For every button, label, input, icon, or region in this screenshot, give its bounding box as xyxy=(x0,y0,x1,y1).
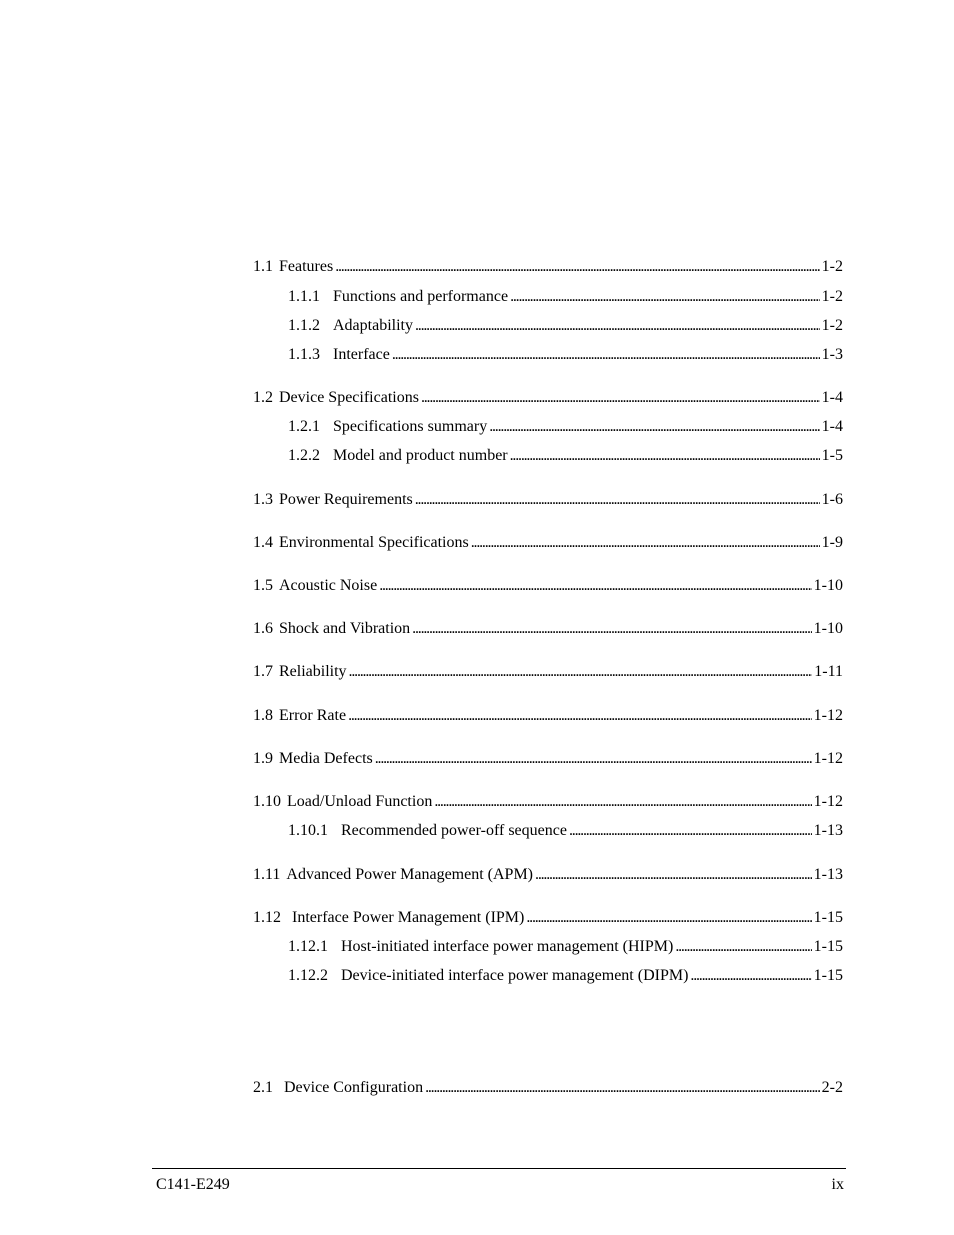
toc-entry[interactable] xyxy=(253,619,843,639)
footer-doc-code: C141-E249 xyxy=(156,1176,230,1193)
toc-entry-page: 1-4 xyxy=(821,418,843,435)
toc-entry[interactable] xyxy=(253,490,843,510)
toc-entry-page: 1-13 xyxy=(813,822,843,839)
toc-entry[interactable] xyxy=(288,316,843,336)
toc-entry-title: Model and product number xyxy=(333,447,508,464)
toc-entry-page: 1-12 xyxy=(813,793,843,810)
toc-entry-title: Specifications summary xyxy=(333,418,488,435)
toc-entry-number: 1.10 xyxy=(253,793,281,810)
toc-entry[interactable] xyxy=(253,1078,843,1098)
toc-entry-title: Environmental Specifications xyxy=(279,534,469,551)
dot-leader xyxy=(510,446,820,466)
toc-entry[interactable] xyxy=(253,706,843,726)
toc-entry-title: Host-initiated interface power management (HIPM) xyxy=(341,938,674,955)
toc-entry-title: Interface xyxy=(333,346,390,363)
toc-entry[interactable] xyxy=(288,446,843,466)
toc-entry-page: 1-10 xyxy=(813,577,843,594)
dot-leader xyxy=(375,749,812,769)
dot-leader xyxy=(379,576,811,596)
toc-entry[interactable] xyxy=(288,287,843,307)
toc-entry-number: 1.1.2 xyxy=(288,317,320,334)
dot-leader xyxy=(471,533,820,553)
toc-entry-title: Error Rate xyxy=(279,707,347,724)
toc-entry-number: 1.7 xyxy=(253,663,273,680)
dot-leader xyxy=(412,619,812,639)
toc-entry-page: 1-15 xyxy=(813,938,843,955)
toc-entry[interactable] xyxy=(288,966,843,986)
toc-entry-number: 1.1 xyxy=(253,258,273,275)
toc-entry[interactable] xyxy=(288,417,843,437)
toc-entry[interactable] xyxy=(253,908,843,928)
dot-leader xyxy=(392,345,820,365)
toc-entry-number: 1.2 xyxy=(253,389,273,406)
toc-entry-number: 1.12.2 xyxy=(288,967,328,984)
toc-entry-page: 1-10 xyxy=(813,620,843,637)
dot-leader xyxy=(349,662,813,682)
toc-entry-page: 1-15 xyxy=(813,909,843,926)
toc-entry[interactable] xyxy=(253,749,843,769)
toc-entry[interactable] xyxy=(253,388,843,408)
toc-entry[interactable] xyxy=(253,257,843,277)
toc-entry-number: 1.12.1 xyxy=(288,938,328,955)
toc-entry-title: Device Configuration xyxy=(284,1079,424,1096)
toc-entry-page: 1-11 xyxy=(814,663,843,680)
dot-leader xyxy=(675,937,811,957)
dot-leader xyxy=(415,490,820,510)
toc-entry[interactable] xyxy=(253,865,843,885)
dot-leader xyxy=(489,417,819,437)
toc-entry[interactable] xyxy=(288,937,843,957)
toc-entry[interactable] xyxy=(253,576,843,596)
toc-entry-number: 1.12 xyxy=(253,909,281,926)
toc-entry-page: 1-5 xyxy=(821,447,843,464)
toc-entry-page: 1-2 xyxy=(821,288,843,305)
dot-leader xyxy=(510,287,820,307)
toc-entry-title: Media Defects xyxy=(279,750,373,767)
toc-entry-number: 2.1 xyxy=(253,1079,273,1096)
toc-entry-page: 1-3 xyxy=(821,346,843,363)
toc-entry-title: Acoustic Noise xyxy=(279,577,378,594)
dot-leader xyxy=(335,257,819,277)
dot-leader xyxy=(526,908,811,928)
toc-entry-page: 1-2 xyxy=(821,317,843,334)
toc-entry-title: Adaptability xyxy=(333,317,413,334)
dot-leader xyxy=(690,966,811,986)
dot-leader xyxy=(425,1078,820,1098)
toc-entry-number: 1.3 xyxy=(253,491,273,508)
toc-entry-page: 1-15 xyxy=(813,967,843,984)
toc-entry-page: 1-12 xyxy=(813,707,843,724)
toc-entry-page: 1-12 xyxy=(813,750,843,767)
toc-entry-page: 1-4 xyxy=(821,389,843,406)
toc-entry-title: Device-initiated interface power management (DIPM) xyxy=(341,967,689,984)
toc-entry[interactable] xyxy=(288,821,843,841)
toc-entry-title: Advanced Power Management (APM) xyxy=(286,866,534,883)
toc-entry-number: 1.1.1 xyxy=(288,288,320,305)
footer-page-number: ix xyxy=(831,1176,844,1193)
toc-entry-page: 1-2 xyxy=(821,258,843,275)
toc-entry-number: 1.5 xyxy=(253,577,273,594)
toc-entry-title: Reliability xyxy=(279,663,347,680)
toc-entry-number: 1.1.3 xyxy=(288,346,320,363)
dot-leader xyxy=(535,865,812,885)
dot-leader xyxy=(434,792,811,812)
toc-entry-page: 1-9 xyxy=(821,534,843,551)
toc-entry-title: Device Specifications xyxy=(279,389,419,406)
dot-leader xyxy=(415,316,820,336)
toc-entry-number: 1.8 xyxy=(253,707,273,724)
toc-entry[interactable] xyxy=(253,792,843,812)
toc-entry-number: 1.9 xyxy=(253,750,273,767)
toc-entry-title: Features xyxy=(279,258,334,275)
toc-entry-title: Functions and performance xyxy=(333,288,509,305)
toc-entry-title: Shock and Vibration xyxy=(279,620,411,637)
dot-leader xyxy=(569,821,812,841)
toc-entry[interactable] xyxy=(253,662,843,682)
toc-entry-title: Interface Power Management (IPM) xyxy=(292,909,525,926)
toc-entry-number: 1.11 xyxy=(253,866,281,883)
toc-entry-title: Recommended power-off sequence xyxy=(341,822,567,839)
toc-entry[interactable] xyxy=(288,345,843,365)
dot-leader xyxy=(421,388,820,408)
toc-entry-title: Load/Unload Function xyxy=(287,793,433,810)
toc-entry-number: 1.4 xyxy=(253,534,273,551)
footer-divider xyxy=(152,1168,846,1169)
dot-leader xyxy=(348,706,812,726)
toc-entry-page: 1-13 xyxy=(813,866,843,883)
toc-entry[interactable] xyxy=(253,533,843,553)
toc-entry-number: 1.2.2 xyxy=(288,447,320,464)
toc-entry-number: 1.2.1 xyxy=(288,418,320,435)
toc-entry-number: 1.6 xyxy=(253,620,273,637)
toc-entry-page: 2-2 xyxy=(821,1079,843,1096)
toc-entry-title: Power Requirements xyxy=(279,491,413,508)
toc-entry-number: 1.10.1 xyxy=(288,822,328,839)
toc-entry-page: 1-6 xyxy=(821,491,843,508)
